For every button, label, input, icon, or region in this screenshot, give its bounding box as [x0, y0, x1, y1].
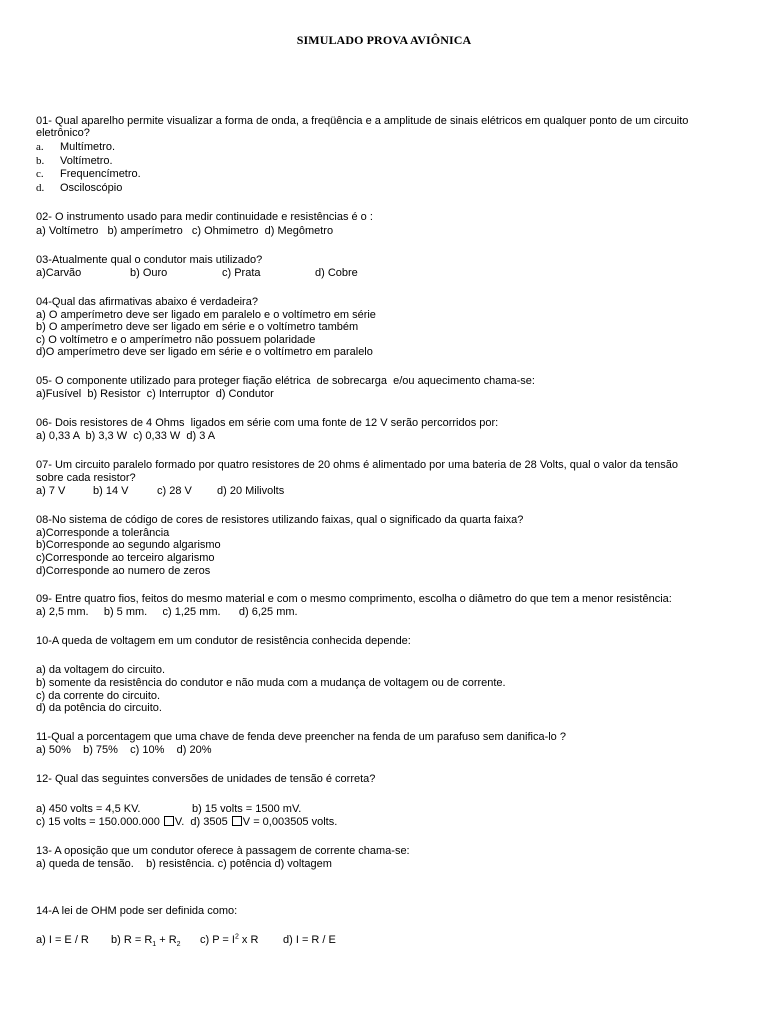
missing-glyph-box-icon [232, 816, 242, 826]
option-c-text: x R [238, 934, 259, 946]
question-07-option-d: d) 20 Milivolts [217, 485, 285, 497]
question-02-options: a) Voltímetro b) amperímetro c) Ohmimetro d) Megômetro [36, 225, 334, 237]
question-04-option-c: c) O voltímetro e o amperímetro não possuem polaridade [36, 334, 316, 346]
question-04-option-a: a) O amperímetro deve ser ligado em paralelo e o voltímetro em série [36, 309, 376, 321]
subscript: 2 [176, 941, 181, 949]
option-letter: a. [36, 141, 44, 153]
question-01-option-d [36, 182, 122, 195]
question-07-option-b: b) 14 V [93, 485, 129, 497]
option-letter: c. [36, 168, 44, 180]
question-08-option-b: b)Corresponde ao segundo algarismo [36, 539, 221, 551]
question-08-text: 08-No sistema de código de cores de resistores utilizando faixas, qual o significado da quarta faixa? [36, 514, 524, 526]
question-08-option-a: a)Corresponde a tolerância [36, 527, 170, 539]
question-12-text: 12- Qual das seguintes conversões de unidades de tensão é correta? [36, 773, 376, 785]
question-14-text: 14-A lei de OHM pode ser definida como: [36, 905, 238, 917]
option-letter: b. [36, 155, 45, 167]
question-01-text-cont: eletrônico? [36, 127, 90, 139]
question-01-option-b [36, 155, 113, 168]
question-07-text-cont: sobre cada resistor? [36, 472, 136, 484]
question-06-options: a) 0,33 A b) 3,3 W c) 0,33 W d) 3 A [36, 430, 216, 442]
option-text: Voltímetro. [60, 155, 113, 167]
question-10-option-b: b) somente da resistência do condutor e não muda com a mudança de voltagem ou de corrente. [36, 677, 506, 689]
question-04-option-b: b) O amperímetro deve ser ligado em série e o voltímetro também [36, 321, 359, 333]
option-b-text: b) R = R [111, 934, 153, 946]
question-13-options: a) queda de tensão. b) resistência. c) potência d) voltagem [36, 858, 332, 870]
question-03-option-d: d) Cobre [315, 267, 358, 279]
question-10-text: 10-A queda de voltagem em um condutor de resistência conhecida depende: [36, 635, 411, 647]
question-09-options: a) 2,5 mm. b) 5 mm. c) 1,25 mm. d) 6,25 mm. [36, 606, 298, 618]
option-b-text: + R [156, 934, 177, 946]
page-title: SIMULADO PROVA AVIÔNICA [296, 33, 472, 47]
question-07-option-c: c) 28 V [157, 485, 192, 497]
question-10-option-c: c) da corrente do circuito. [36, 690, 161, 702]
question-03-option-a: a)Carvão [36, 267, 82, 279]
question-07-text: 07- Um circuito paralelo formado por quatro resistores de 20 ohms é alimentado por uma bateria de 28 Volts, qual o valor da tensão [36, 459, 679, 471]
question-03-text: 03-Atualmente qual o condutor mais utilizado? [36, 254, 263, 266]
question-14-option-b [111, 934, 181, 947]
option-d-unit: V = 0,003505 volts. [242, 816, 338, 828]
question-12-option-b: b) 15 volts = 1500 mV. [192, 803, 302, 815]
question-14-option-a: a) I = E / R [36, 934, 89, 946]
option-text: Multímetro. [60, 141, 116, 153]
question-12-options-cd [36, 816, 337, 829]
option-c-text: c) 15 volts = 150.000.000 [36, 816, 163, 828]
option-c-unit: V. [174, 816, 185, 828]
question-10-option-a: a) da voltagem do circuito. [36, 664, 166, 676]
question-03-option-b: b) Ouro [130, 267, 168, 279]
option-d-text: d) 3505 [190, 816, 231, 828]
question-13-text: 13- A oposição que um condutor oferece à passagem de corrente chama-se: [36, 845, 410, 857]
subscript: 1 [152, 941, 157, 949]
question-06-text: 06- Dois resistores de 4 Ohms ligados em série com uma fonte de 12 V serão percorridos por: [36, 417, 499, 429]
question-09-text: 09- Entre quatro fios, feitos do mesmo material e com o mesmo comprimento, escolha o diâmetro do que tem a menor resistência: [36, 593, 672, 605]
question-04-text: 04-Qual das afirmativas abaixo é verdadeira? [36, 296, 258, 308]
question-01-option-a [36, 141, 115, 154]
option-c-text: c) P = I [200, 934, 235, 946]
question-14-option-c [200, 934, 258, 947]
superscript: 2 [234, 933, 239, 941]
option-text: Osciloscópio [60, 182, 123, 194]
question-14-option-d: d) I = R / E [283, 934, 336, 946]
question-08-option-c: c)Corresponde ao terceiro algarismo [36, 552, 215, 564]
question-08-option-d: d)Corresponde ao numero de zeros [36, 565, 211, 577]
question-04-option-d: d)O amperímetro deve ser ligado em série e o voltímetro em paralelo [36, 346, 373, 358]
question-11-text: 11-Qual a porcentagem que uma chave de fenda deve preencher na fenda de um parafuso sem danifica-lo ? [36, 731, 566, 743]
question-05-text: 05- O componente utilizado para proteger fiação elétrica de sobrecarga e/ou aquecimento chama-se: [36, 375, 535, 387]
question-11-options: a) 50% b) 75% c) 10% d) 20% [36, 744, 212, 756]
question-03-option-c: c) Prata [222, 267, 261, 279]
question-07-option-a: a) 7 V [36, 485, 66, 497]
question-02-text: 02- O instrumento usado para medir continuidade e resistências é o : [36, 211, 373, 223]
question-10-option-d: d) da potência do circuito. [36, 702, 162, 714]
option-letter: d. [36, 182, 45, 194]
question-01-option-c [36, 168, 141, 181]
question-12-option-a: a) 450 volts = 4,5 KV. [36, 803, 141, 815]
missing-glyph-box-icon [164, 816, 174, 826]
question-05-options: a)Fusível b) Resistor c) Interruptor d) Condutor [36, 388, 274, 400]
option-text: Frequencímetro. [60, 168, 141, 180]
question-01-text: 01- Qual aparelho permite visualizar a forma de onda, a freqüência e a amplitude de sinais elétricos em qualquer ponto de um circuito [36, 115, 689, 127]
